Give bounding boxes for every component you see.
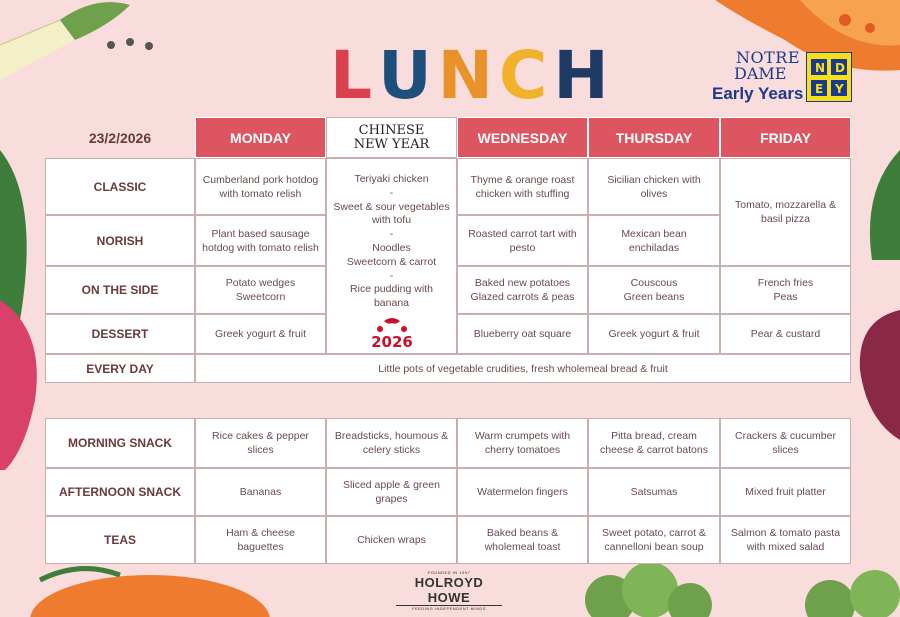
broccoli-illustration-right xyxy=(790,560,900,617)
special-day-line1: CHINESE xyxy=(358,122,425,138)
svg-text:E: E xyxy=(815,82,824,96)
row-label-norish: NORISH xyxy=(45,215,195,266)
footer-tagline-top: FOUNDED IN 1997 xyxy=(427,570,471,575)
menu-cell-wednesday-norish: Roasted carrot tart with pesto xyxy=(457,215,588,266)
cny-item: Sweet & sour vegetables with tofu xyxy=(333,200,450,227)
cny-item: Noodles xyxy=(372,241,411,254)
snack-cell-tuesday-teas: Chicken wraps xyxy=(326,516,457,564)
row-label-every-day: EVERY DAY xyxy=(45,354,195,383)
snack-cell-thursday-teas: Sweet potato, carrot & cannelloni bean soup xyxy=(588,516,720,564)
title-letter: N xyxy=(437,37,495,114)
snack-cell-friday-teas: Salmon & tomato pasta with mixed salad xyxy=(720,516,851,564)
snack-cell-thursday-afternoon: Satsumas xyxy=(588,468,720,516)
cny-separator: - xyxy=(389,186,394,199)
title-letter: C xyxy=(498,37,550,114)
menu-cell-wednesday-classic: Thyme & orange roast chicken with stuffing xyxy=(457,158,588,215)
school-logo xyxy=(712,48,854,106)
menu-cell-thursday-classic: Sicilian chicken with olives xyxy=(588,158,720,215)
day-header-friday: FRIDAY xyxy=(720,117,851,158)
svg-text:D: D xyxy=(835,61,845,75)
snack-cell-wednesday-teas: Baked beans & wholemeal toast xyxy=(457,516,588,564)
snack-cell-tuesday-afternoon: Sliced apple & green grapes xyxy=(326,468,457,516)
footer-brand: HOLROYD HOWE xyxy=(396,575,502,606)
day-header-monday: MONDAY xyxy=(195,117,326,158)
menu-cell-wednesday-side: Baked new potatoes Glazed carrots & peas xyxy=(457,266,588,314)
snack-cell-monday-afternoon: Bananas xyxy=(195,468,326,516)
logo-badge xyxy=(806,52,852,102)
menu-cell-thursday-dessert: Greek yogurt & fruit xyxy=(588,314,720,354)
menu-cell-thursday-norish: Mexican bean enchiladas xyxy=(588,215,720,266)
footer-tagline-bottom: FEEDING INDEPENDENT MINDS xyxy=(412,606,486,611)
row-label-morning-snack: MORNING SNACK xyxy=(45,418,195,468)
title-letter: U xyxy=(378,37,434,114)
menu-date: 23/2/2026 xyxy=(88,130,152,146)
snack-cell-monday-teas: Ham & cheese baguettes xyxy=(195,516,326,564)
caterer-logo xyxy=(396,570,502,611)
day-header-thursday: THURSDAY xyxy=(588,117,720,158)
menu-cell-monday-dessert: Greek yogurt & fruit xyxy=(195,314,326,354)
menu-cell-monday-norish: Plant based sausage hotdog with tomato relish xyxy=(195,215,326,266)
beetroot-illustration xyxy=(852,150,900,450)
row-label-classic: CLASSIC xyxy=(45,158,195,215)
new-year-2026-icon xyxy=(360,317,424,351)
snack-cell-wednesday-afternoon: Watermelon fingers xyxy=(457,468,588,516)
title-letter: L xyxy=(330,37,375,114)
radish-illustration xyxy=(0,290,45,470)
menu-cell-wednesday-dessert: Blueberry oat square xyxy=(457,314,588,354)
logo-line1: NOTRE xyxy=(736,48,801,67)
svg-text:N: N xyxy=(815,61,826,75)
menu-cell-friday-dessert: Pear & custard xyxy=(720,314,851,354)
title-letter: H xyxy=(553,37,611,114)
broccoli-illustration xyxy=(580,560,730,617)
cny-item: Sweetcorn & carrot xyxy=(346,255,437,268)
cny-separator: - xyxy=(389,269,394,282)
menu-cell-monday-side: Potato wedges Sweetcorn xyxy=(195,266,326,314)
snack-cell-tuesday-morning: Breadsticks, houmous & celery sticks xyxy=(326,418,457,468)
page-title xyxy=(330,37,611,114)
logo-line2: DAME xyxy=(734,64,787,83)
day-header-wednesday: WEDNESDAY xyxy=(457,117,588,158)
pumpkin-illustration xyxy=(0,560,290,617)
svg-text:Y: Y xyxy=(835,82,844,96)
row-label-teas: TEAS xyxy=(45,516,195,564)
logo-line3: Early Years xyxy=(712,84,804,103)
cny-badge-text: 2026 xyxy=(370,332,413,351)
menu-cell-every-day: Little pots of vegetable crudities, fresh wholemeal bread & fruit xyxy=(195,354,851,383)
snack-cell-friday-morning: Crackers & cucumber slices xyxy=(720,418,851,468)
cny-item: Teriyaki chicken xyxy=(354,173,429,185)
snack-cell-wednesday-morning: Warm crumpets with cherry tomatoes xyxy=(457,418,588,468)
snack-cell-thursday-morning: Pitta bread, cream cheese & carrot batons xyxy=(588,418,720,468)
day-header-chinese-new-year xyxy=(326,117,457,158)
menu-cell-monday-classic: Cumberland pork hotdog with tomato relish xyxy=(195,158,326,215)
row-label-dessert: DESSERT xyxy=(45,314,195,354)
special-day-line2: NEW YEAR xyxy=(353,136,430,152)
menu-cell-thursday-side: Couscous Green beans xyxy=(588,266,720,314)
snack-cell-monday-morning: Rice cakes & pepper slices xyxy=(195,418,326,468)
row-label-on-the-side: ON THE SIDE xyxy=(45,266,195,314)
dots-decoration xyxy=(105,38,155,58)
row-label-afternoon-snack: AFTERNOON SNACK xyxy=(45,468,195,516)
menu-cell-friday-main: Tomato, mozzarella & basil pizza xyxy=(720,158,851,266)
menu-cell-friday-side: French fries Peas xyxy=(720,266,851,314)
cny-item: Rice pudding with banana xyxy=(350,283,433,310)
menu-cell-chinese-new-year xyxy=(326,158,457,354)
cny-separator: - xyxy=(389,228,394,241)
snack-cell-friday-afternoon: Mixed fruit platter xyxy=(720,468,851,516)
